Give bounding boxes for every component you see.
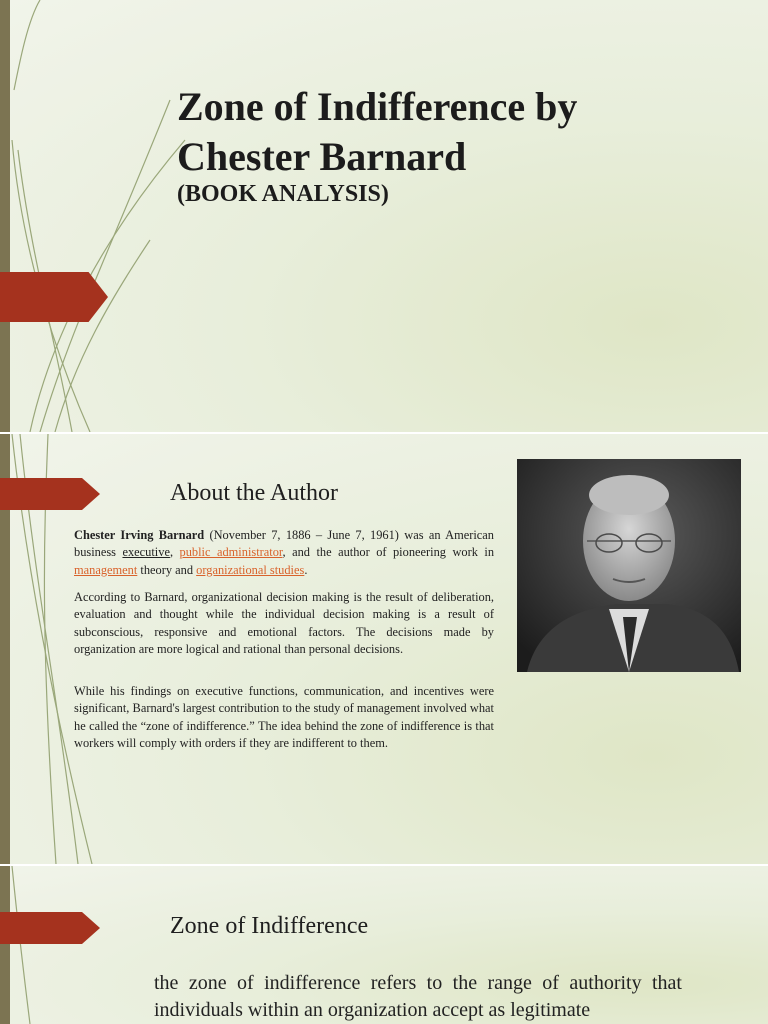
bullet-author-bio — [52, 527, 494, 579]
section-heading: Zone of Indifference — [170, 913, 369, 939]
bullet-text: While his findings on executive functions, communication, and incentives were significant, Barnard's largest contribution to the study of management involved what he called the “zone of indifference.” The idea behind the zone of indifference is that workers will comply with orders if they are indifferent to them. — [74, 684, 494, 750]
section-heading: About the Author — [170, 480, 338, 506]
accent-arrow — [0, 912, 100, 944]
bullet-text — [74, 527, 494, 579]
text-span: , and the author of pioneering work in — [282, 545, 495, 560]
link-executive[interactable]: executive — [122, 545, 170, 560]
bullet-decision-making — [52, 589, 494, 658]
presentation-title: Zone of Indifference by Chester Barnard — [177, 84, 578, 179]
slide-zone-of-indifference — [0, 866, 768, 1024]
accent-arrow — [0, 478, 100, 510]
portrait-icon — [517, 459, 741, 672]
bullet-zone-definition — [134, 970, 682, 1024]
bullet-zone-intro — [52, 683, 494, 752]
text-span: theory and — [137, 562, 197, 577]
slide-about-author — [0, 434, 768, 864]
link-organizational-studies[interactable]: organizational studies — [196, 562, 305, 577]
presentation-subtitle: (BOOK ANALYSIS) — [177, 181, 389, 207]
decorative-curves — [0, 0, 190, 432]
slide-title — [0, 0, 768, 432]
bullet-text: According to Barnard, organizational decision making is the result of deliberation, evaluation and thought while the individual decision making is a result of subconscious, responsive and emotional factors. The decisions made by organization are more logical and rational than personal decisions. — [74, 590, 494, 656]
text-span: (November 7, 1886 – June 7, 1961) was an American business — [74, 528, 494, 560]
text-span: , — [169, 545, 180, 560]
author-portrait-photo — [517, 459, 741, 672]
link-public-administrator[interactable]: public administrator — [179, 545, 283, 560]
bullet-text: the zone of indifference refers to the range of authority that individuals within an organization accept as legitimate — [154, 972, 682, 1021]
accent-arrow — [0, 272, 108, 322]
link-management[interactable]: management — [74, 562, 138, 577]
text-span: . — [304, 562, 308, 577]
author-name: Chester Irving Barnard — [74, 528, 205, 542]
decorative-curves — [0, 866, 60, 1024]
